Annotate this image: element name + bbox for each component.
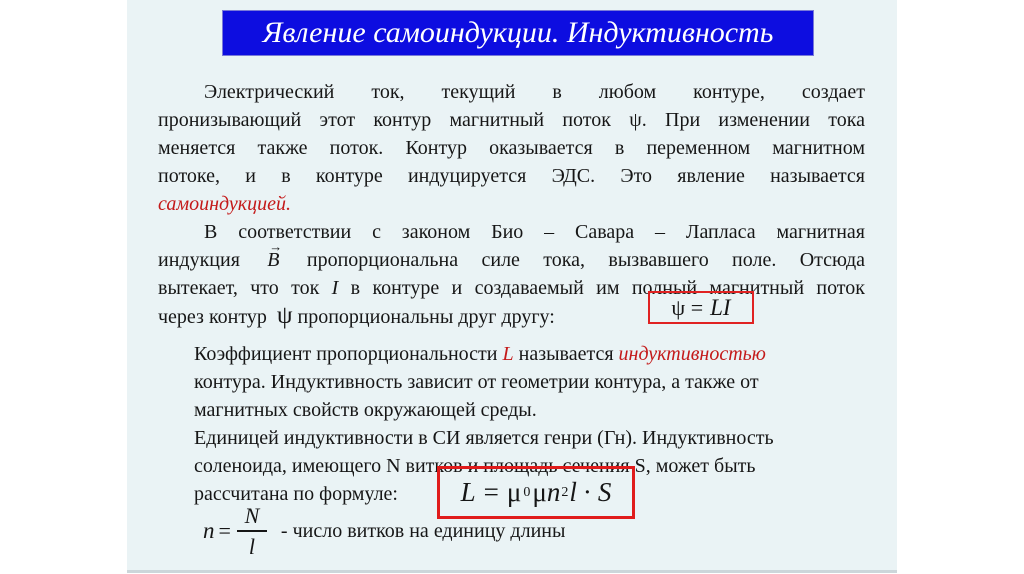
fraction-bar (237, 530, 267, 532)
formula-L-var: L (460, 477, 476, 507)
formula-psi-box (648, 291, 754, 324)
turns-density-caption: - число витков на единицу длины (280, 519, 566, 542)
turns-density-n: n (203, 518, 215, 543)
self-induction-term: самоиндукцией. (158, 193, 292, 215)
turns-density-fraction (237, 503, 267, 559)
b-vector-arrow-icon: → (269, 239, 283, 254)
para2-line4-pre: через контур (158, 306, 267, 328)
b-vector-symbol (267, 239, 283, 274)
turns-density-definition (203, 496, 565, 566)
para2-line2 (158, 239, 866, 274)
slide-title: Явление самоиндукции. Индуктивность (262, 16, 774, 49)
para1-line3: меняется также поток. Контур оказывается в переменном магнитном (158, 137, 865, 159)
current-symbol: I (331, 277, 339, 299)
psi-symbol: ψ (276, 302, 293, 329)
formula-L-l: l (569, 477, 577, 507)
formula-L-eq: = (483, 477, 499, 507)
para2-line4 (158, 302, 865, 330)
inductance-term: индуктивностью (618, 343, 766, 365)
formula-L-sup2: 2 (561, 484, 569, 500)
para1-line1: Электрический ток, текущий в любом контуре, создает (204, 81, 865, 103)
para1-line5 (158, 190, 865, 218)
fraction-denominator: l (248, 534, 255, 559)
formula-L-S: S (597, 477, 612, 507)
formula-psi-lhs: ψ = (671, 294, 704, 320)
b-vector-letter: B (267, 249, 280, 271)
inductance-var: L (502, 343, 514, 365)
para3-line6: рассчитана по формуле: (194, 483, 398, 505)
para3-line5: соленоида, имеющего N витков и площадь сечения S, может быть (194, 455, 756, 477)
para2-line3 (158, 274, 865, 302)
formula-psi-rhs: LI (710, 294, 731, 320)
para2-line4-post: пропорциональны друг другу: (297, 306, 555, 328)
slide-title-bar (222, 10, 814, 56)
formula-L-sub0: 0 (523, 484, 531, 500)
para1-line4: потоке, и в контуре индуцируется ЭДС. Это явление называется (158, 165, 865, 187)
turns-density-eq: = (218, 518, 231, 543)
para3-line3: магнитных свойств окружающей среды. (194, 399, 537, 421)
slide-canvas (127, 0, 897, 573)
para3-line1-pre: Коэффициент пропорциональности (194, 343, 498, 365)
formula-L-dot: · (582, 477, 592, 507)
formula-L-n: n (546, 477, 561, 507)
para3-line1-mid: называется (518, 343, 614, 365)
para3-line2: контура. Индуктивность зависит от геометрии контура, а также от (194, 371, 759, 393)
para3-line1 (194, 340, 894, 368)
formula-L-mu0: μ (506, 477, 522, 507)
para2-line3-post: в контуре и создаваемый им полный магнитный поток (350, 277, 865, 299)
para2-line2-post: пропорциональна силе тока, вызвавшего поле. Отсюда (306, 249, 866, 271)
para2-line3-pre: вытекает, что ток (158, 277, 320, 299)
para1-line2: пронизывающий этот контур магнитный поток ψ. При изменении тока (158, 109, 865, 131)
para2-line1: В соответствии с законом Био – Савара – Лапласа магнитная (204, 221, 865, 243)
para2-line2-pre: индукция (158, 249, 240, 271)
formula-L-mu: μ (532, 477, 547, 507)
fraction-numerator: N (244, 503, 260, 528)
para3-line4: Единицей индуктивности в СИ является генри (Гн). Индуктивность (194, 427, 774, 449)
